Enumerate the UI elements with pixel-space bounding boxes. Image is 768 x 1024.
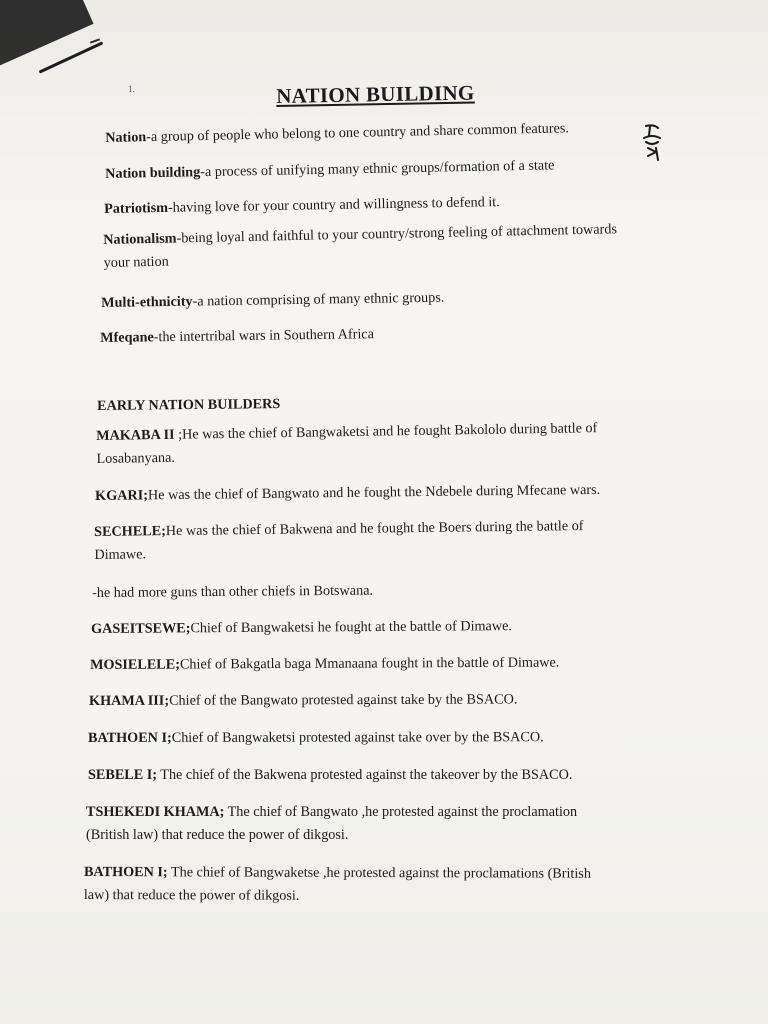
definition-mfeqane — [100, 323, 374, 350]
definition-text: -a nation comprising of many ethnic groups. — [192, 289, 445, 310]
builder-text: ;He was the chief of Bangwaketsi and he fought Bakololo during battle of — [174, 420, 598, 443]
page-number: 1. — [128, 84, 135, 94]
builder-name: MOSIELELE; — [90, 656, 180, 673]
builder-name: BATHOEN I; — [88, 729, 172, 746]
handwritten-note-icon — [638, 122, 666, 162]
definition-term: Mfeqane — [100, 329, 154, 346]
builder-text: He was the chief of Bakwena and he fought the Boers during the battle of — [165, 518, 584, 540]
builder-text: The chief of Bangwato ,he protested against the proclamation — [224, 804, 578, 820]
builder-name: BATHOEN I; — [83, 864, 168, 881]
definition-term: Nation — [105, 129, 147, 146]
builder-text-continued: law) that reduce the power of dikgosi. — [83, 886, 300, 904]
builder-name: TSHEKEDI KHAMA; — [86, 804, 225, 820]
builder-name: KHAMA III; — [89, 692, 170, 709]
builder-entry — [88, 726, 544, 750]
definition-multi-ethnicity — [101, 287, 445, 315]
builder-entry — [88, 764, 572, 787]
builder-entry — [92, 580, 373, 605]
definition-text: -being loyal and faithful to your country/strong feeling of attachment towards — [176, 221, 618, 247]
builder-name: GASEITSEWE; — [91, 620, 191, 637]
builder-entry — [89, 689, 517, 713]
builder-text-continued: (British law) that reduce the power of dikgosi. — [86, 827, 349, 843]
definition-term: Nationalism — [103, 230, 177, 248]
definition-term: Patriotism — [104, 199, 169, 217]
builder-entry — [84, 861, 591, 909]
builder-name: MAKABA II — [96, 426, 175, 444]
section-heading: EARLY NATION BUILDERS — [97, 396, 281, 414]
builder-text-continued: Dimawe. — [94, 546, 147, 563]
definition-nation — [105, 117, 569, 150]
definition-nationalism — [103, 218, 618, 275]
builder-text: Chief of Bakgatla baga Mmanaana fought in the battle of Dimawe. — [179, 654, 560, 673]
builder-entry — [95, 479, 600, 508]
builder-text: The chief of Bangwaketse ,he protested against the proclamations (British — [167, 864, 591, 882]
builder-name: KGARI; — [95, 487, 149, 504]
definition-term: Nation building — [105, 164, 201, 182]
definition-text: -a process of unifying many ethnic groups/formation of a state — [200, 157, 555, 181]
builder-text: He was the chief of Bangwato and he fought the Ndebele during Mfecane wars. — [147, 481, 601, 504]
builder-entry — [91, 615, 512, 641]
definition-patriotism — [104, 191, 500, 221]
page-title: NATION BUILDING — [276, 80, 475, 108]
definition-text: -having love for your country and willingness to defend it. — [167, 194, 500, 216]
builder-text: Chief of Bangwaketsi protested against take over by the BSACO. — [171, 729, 544, 746]
builder-entry — [96, 417, 598, 471]
builder-entry — [94, 515, 584, 567]
definition-text-continued: your nation — [103, 253, 169, 271]
builder-entry — [90, 652, 559, 677]
builder-text: Chief of Bangwaketsi he fought at the battle of Dimawe. — [190, 618, 512, 637]
builder-text: The chief of the Bakwena protested against the takeover by the BSACO. — [157, 767, 573, 783]
definition-text: -a group of people who belong to one country and share common features. — [146, 120, 570, 146]
builder-entry — [86, 801, 577, 847]
builder-name: SECHELE; — [94, 523, 166, 540]
builder-text: -he had more guns than other chiefs in Botswana. — [92, 582, 374, 601]
definition-term: Multi-ethnicity — [101, 293, 193, 311]
builder-name: SEBELE I; — [88, 767, 157, 783]
definition-text: -the intertribal wars in Southern Africa — [153, 326, 375, 346]
definition-nation-building — [105, 154, 555, 186]
builder-text: Chief of the Bangwato protested against take by the BSACO. — [169, 691, 518, 709]
builder-text-continued: Losabanyana. — [96, 449, 176, 467]
